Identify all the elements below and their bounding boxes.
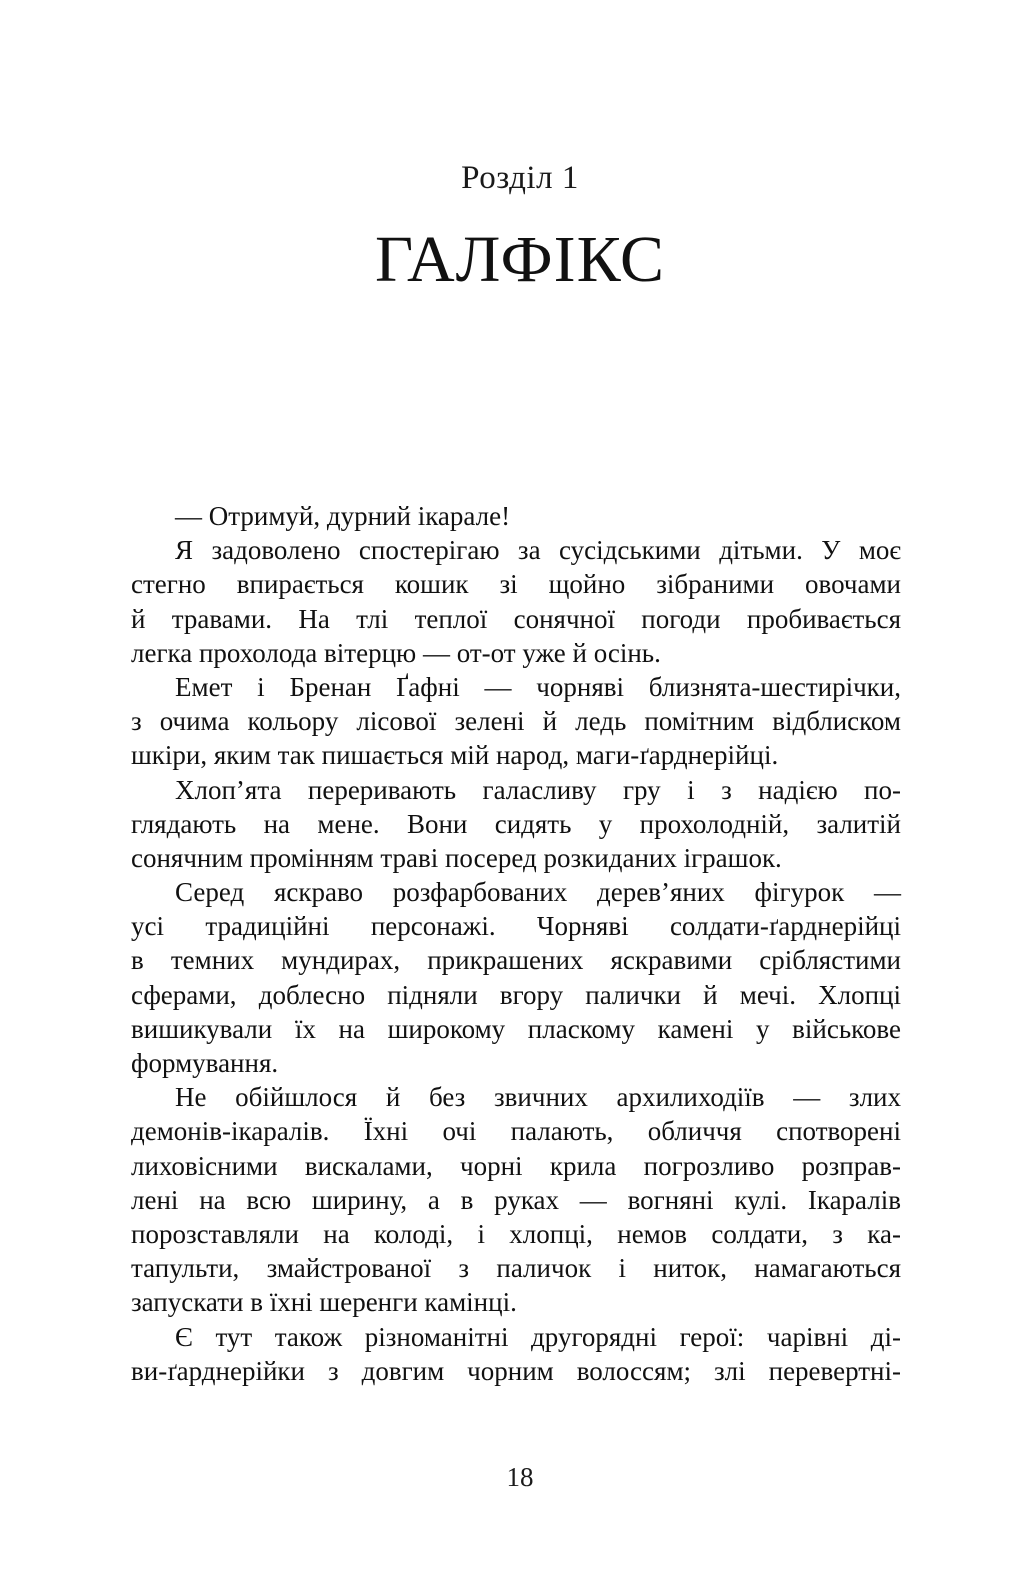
chapter-title: ГАЛФІКС bbox=[374, 223, 666, 296]
text-line: сонячним промінням траві посеред розкиданих іграшок. bbox=[131, 842, 782, 873]
page-number: 18 bbox=[506, 1462, 534, 1492]
text-line: Емет і Бренан Ґафні — чорняві близнята-шестирічки, bbox=[175, 671, 901, 702]
text-line: формування. bbox=[131, 1048, 279, 1078]
text-line: вишикували їх на широкому пласкому камені у військове bbox=[131, 1013, 901, 1044]
text-line: лиховісними вискалами, чорні крила погрозливо розправ- bbox=[131, 1150, 901, 1181]
text-line: Серед яскраво розфарбованих дерев’яних фігурок — bbox=[175, 877, 901, 908]
text-line: ви-ґарднерійки з довгим чорним волоссям; злі перевертні- bbox=[131, 1355, 901, 1386]
text-line: демонів-ікаралів. Їхні очі палають, обличчя спотворені bbox=[131, 1116, 901, 1147]
text-line: порозставляли на колоді, і хлопці, немов солдати, з ка- bbox=[131, 1218, 901, 1249]
text-line: глядають на мене. Вони сидять у прохолодній, залитій bbox=[131, 808, 901, 839]
text-line: з очима кольору лісової зелені й ледь помітним відблиском bbox=[131, 706, 901, 737]
text-line: в темних мундирах, прикрашених яскравими сріблястими bbox=[131, 945, 901, 976]
text-line: Є тут також різноманітні другорядні герої: чарівні ді- bbox=[175, 1321, 901, 1352]
text-line: Хлоп’ята переривають галасливу гру і з надією по- bbox=[175, 774, 901, 805]
text-line: лені на всю ширину, а в руках — вогняні кулі. Ікаралів bbox=[131, 1184, 901, 1215]
text-line: сферами, доблесно підняли вгору палички й мечі. Хлопці bbox=[131, 979, 901, 1010]
chapter-label: Розділ 1 bbox=[461, 160, 579, 196]
chapter-body bbox=[131, 499, 901, 1388]
text-line: Я задоволено спостерігаю за сусідськими дітьми. У моє bbox=[175, 535, 901, 566]
text-line: легка прохолода вітерцю — от-от уже й осінь. bbox=[131, 637, 661, 668]
text-line: стегно впирається кошик зі щойно зібраними овочами bbox=[131, 569, 901, 600]
text-line: тапульти, змайстрованої з паличок і ниток, намагаються bbox=[131, 1253, 901, 1284]
text-line: запускати в їхні шеренги камінці. bbox=[131, 1287, 517, 1318]
text-line: усі традиційні персонажі. Чорняві солдати-ґарднерійці bbox=[131, 911, 901, 942]
text-line: Не обійшлося й без звичних архилиходіїв — злих bbox=[175, 1082, 901, 1113]
text-line: й травами. На тлі теплої сонячної погоди пробивається bbox=[131, 603, 901, 634]
text-line: — Отримуй, дурний ікарале! bbox=[175, 501, 511, 531]
text-line: шкіри, яким так пишається мій народ, маги-ґарднерійці. bbox=[131, 740, 779, 771]
